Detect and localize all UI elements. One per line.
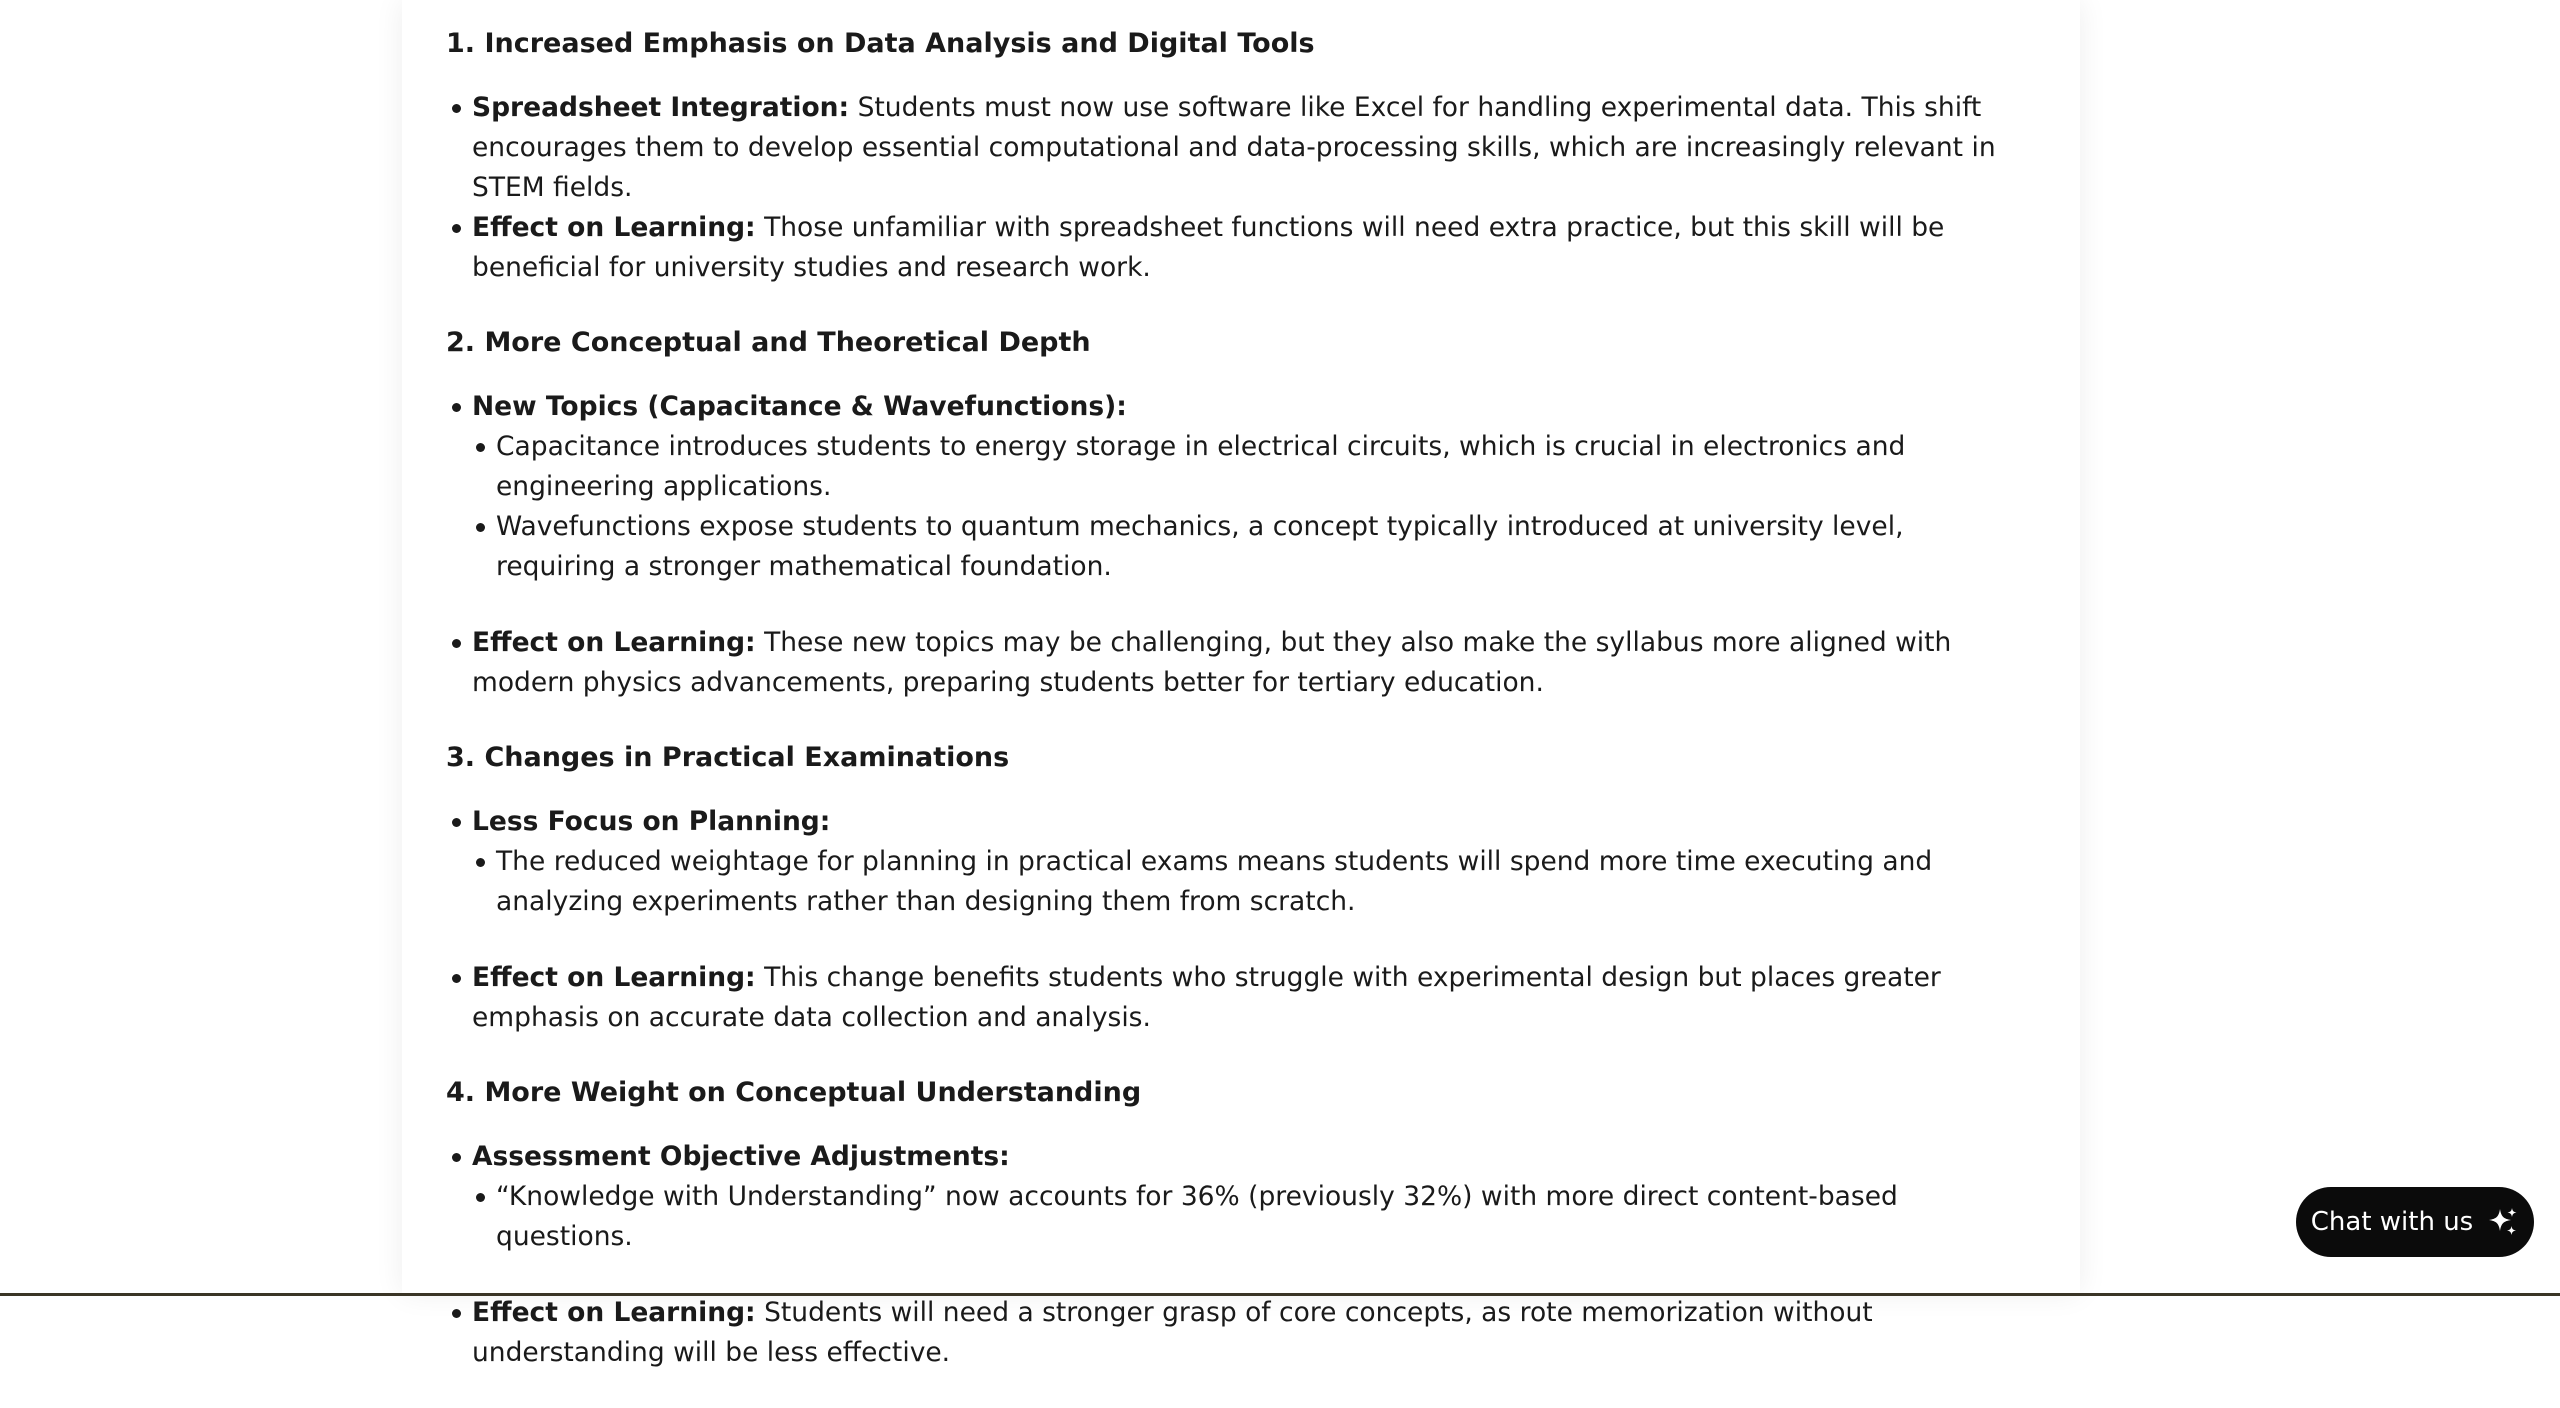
item-label: Effect on Learning:: [472, 212, 756, 243]
sub-list-item: The reduced weightage for planning in practical exams means students will spend more time executing and analyzing experiments rather than designing them from scratch.: [496, 842, 2026, 922]
section-list: [446, 1137, 2026, 1373]
chat-button-label: Chat with us: [2310, 1207, 2474, 1237]
section-heading: 2. More Conceptual and Theoretical Depth: [446, 327, 1091, 358]
sub-list: [472, 1177, 2026, 1257]
list-item: [472, 1137, 2026, 1293]
item-label: New Topics (Capacitance & Wavefunctions):: [472, 391, 1127, 422]
article-content: [446, 24, 2026, 1408]
sub-list-item: Wavefunctions expose students to quantum mechanics, a concept typically introduced at university level, requiring a stronger mathematical foundation.: [496, 507, 2026, 587]
section-list: [446, 802, 2026, 1038]
item-label: Effect on Learning:: [472, 627, 756, 658]
section-heading: 1. Increased Emphasis on Data Analysis and Digital Tools: [446, 28, 1315, 59]
item-text: Those unfamiliar with spreadsheet functions will need extra practice, but this skill will be beneficial for university studies and research work.: [472, 212, 1945, 283]
item-label: Effect on Learning:: [472, 962, 756, 993]
item-label: Spreadsheet Integration:: [472, 92, 850, 123]
sub-list: [472, 427, 2026, 587]
chat-with-us-button[interactable]: [2296, 1187, 2534, 1257]
item-text: These new topics may be challenging, but they also make the syllabus more aligned with modern physics advancements, preparing students better for tertiary education.: [472, 627, 1952, 698]
list-item: [472, 208, 2026, 288]
section-heading: 3. Changes in Practical Examinations: [446, 742, 1010, 773]
item-label: Less Focus on Planning:: [472, 806, 831, 837]
list-item: [472, 88, 2026, 208]
sub-list-item: Capacitance introduces students to energy storage in electrical circuits, which is crucial in electronics and engineering applications.: [496, 427, 2026, 507]
item-label: Assessment Objective Adjustments:: [472, 1141, 1010, 1172]
list-item: [472, 958, 2026, 1038]
item-text: This change benefits students who struggle with experimental design but places greater emphasis on accurate data collection and analysis.: [472, 962, 1941, 1033]
list-item: [472, 387, 2026, 623]
sub-list-item: “Knowledge with Understanding” now accounts for 36% (previously 32%) with more direct content-based questions.: [496, 1177, 2026, 1257]
list-item: [472, 1293, 2026, 1373]
item-text: Students will need a stronger grasp of core concepts, as rote memorization without understanding will be less effective.: [472, 1297, 1873, 1368]
section-list: [446, 88, 2026, 288]
list-item: [472, 623, 2026, 703]
sub-list: [472, 842, 2026, 922]
list-item: [472, 802, 2026, 958]
item-text: Students must now use software like Excel for handling experimental data. This shift encourages them to develop essential computational and data-processing skills, which are increasingly relevant in STEM fields.: [472, 92, 1996, 203]
item-label: Effect on Learning:: [472, 1297, 756, 1328]
section-list: [446, 387, 2026, 703]
section-heading: 4. More Weight on Conceptual Understanding: [446, 1077, 1142, 1108]
sparkles-icon: [2487, 1206, 2519, 1238]
